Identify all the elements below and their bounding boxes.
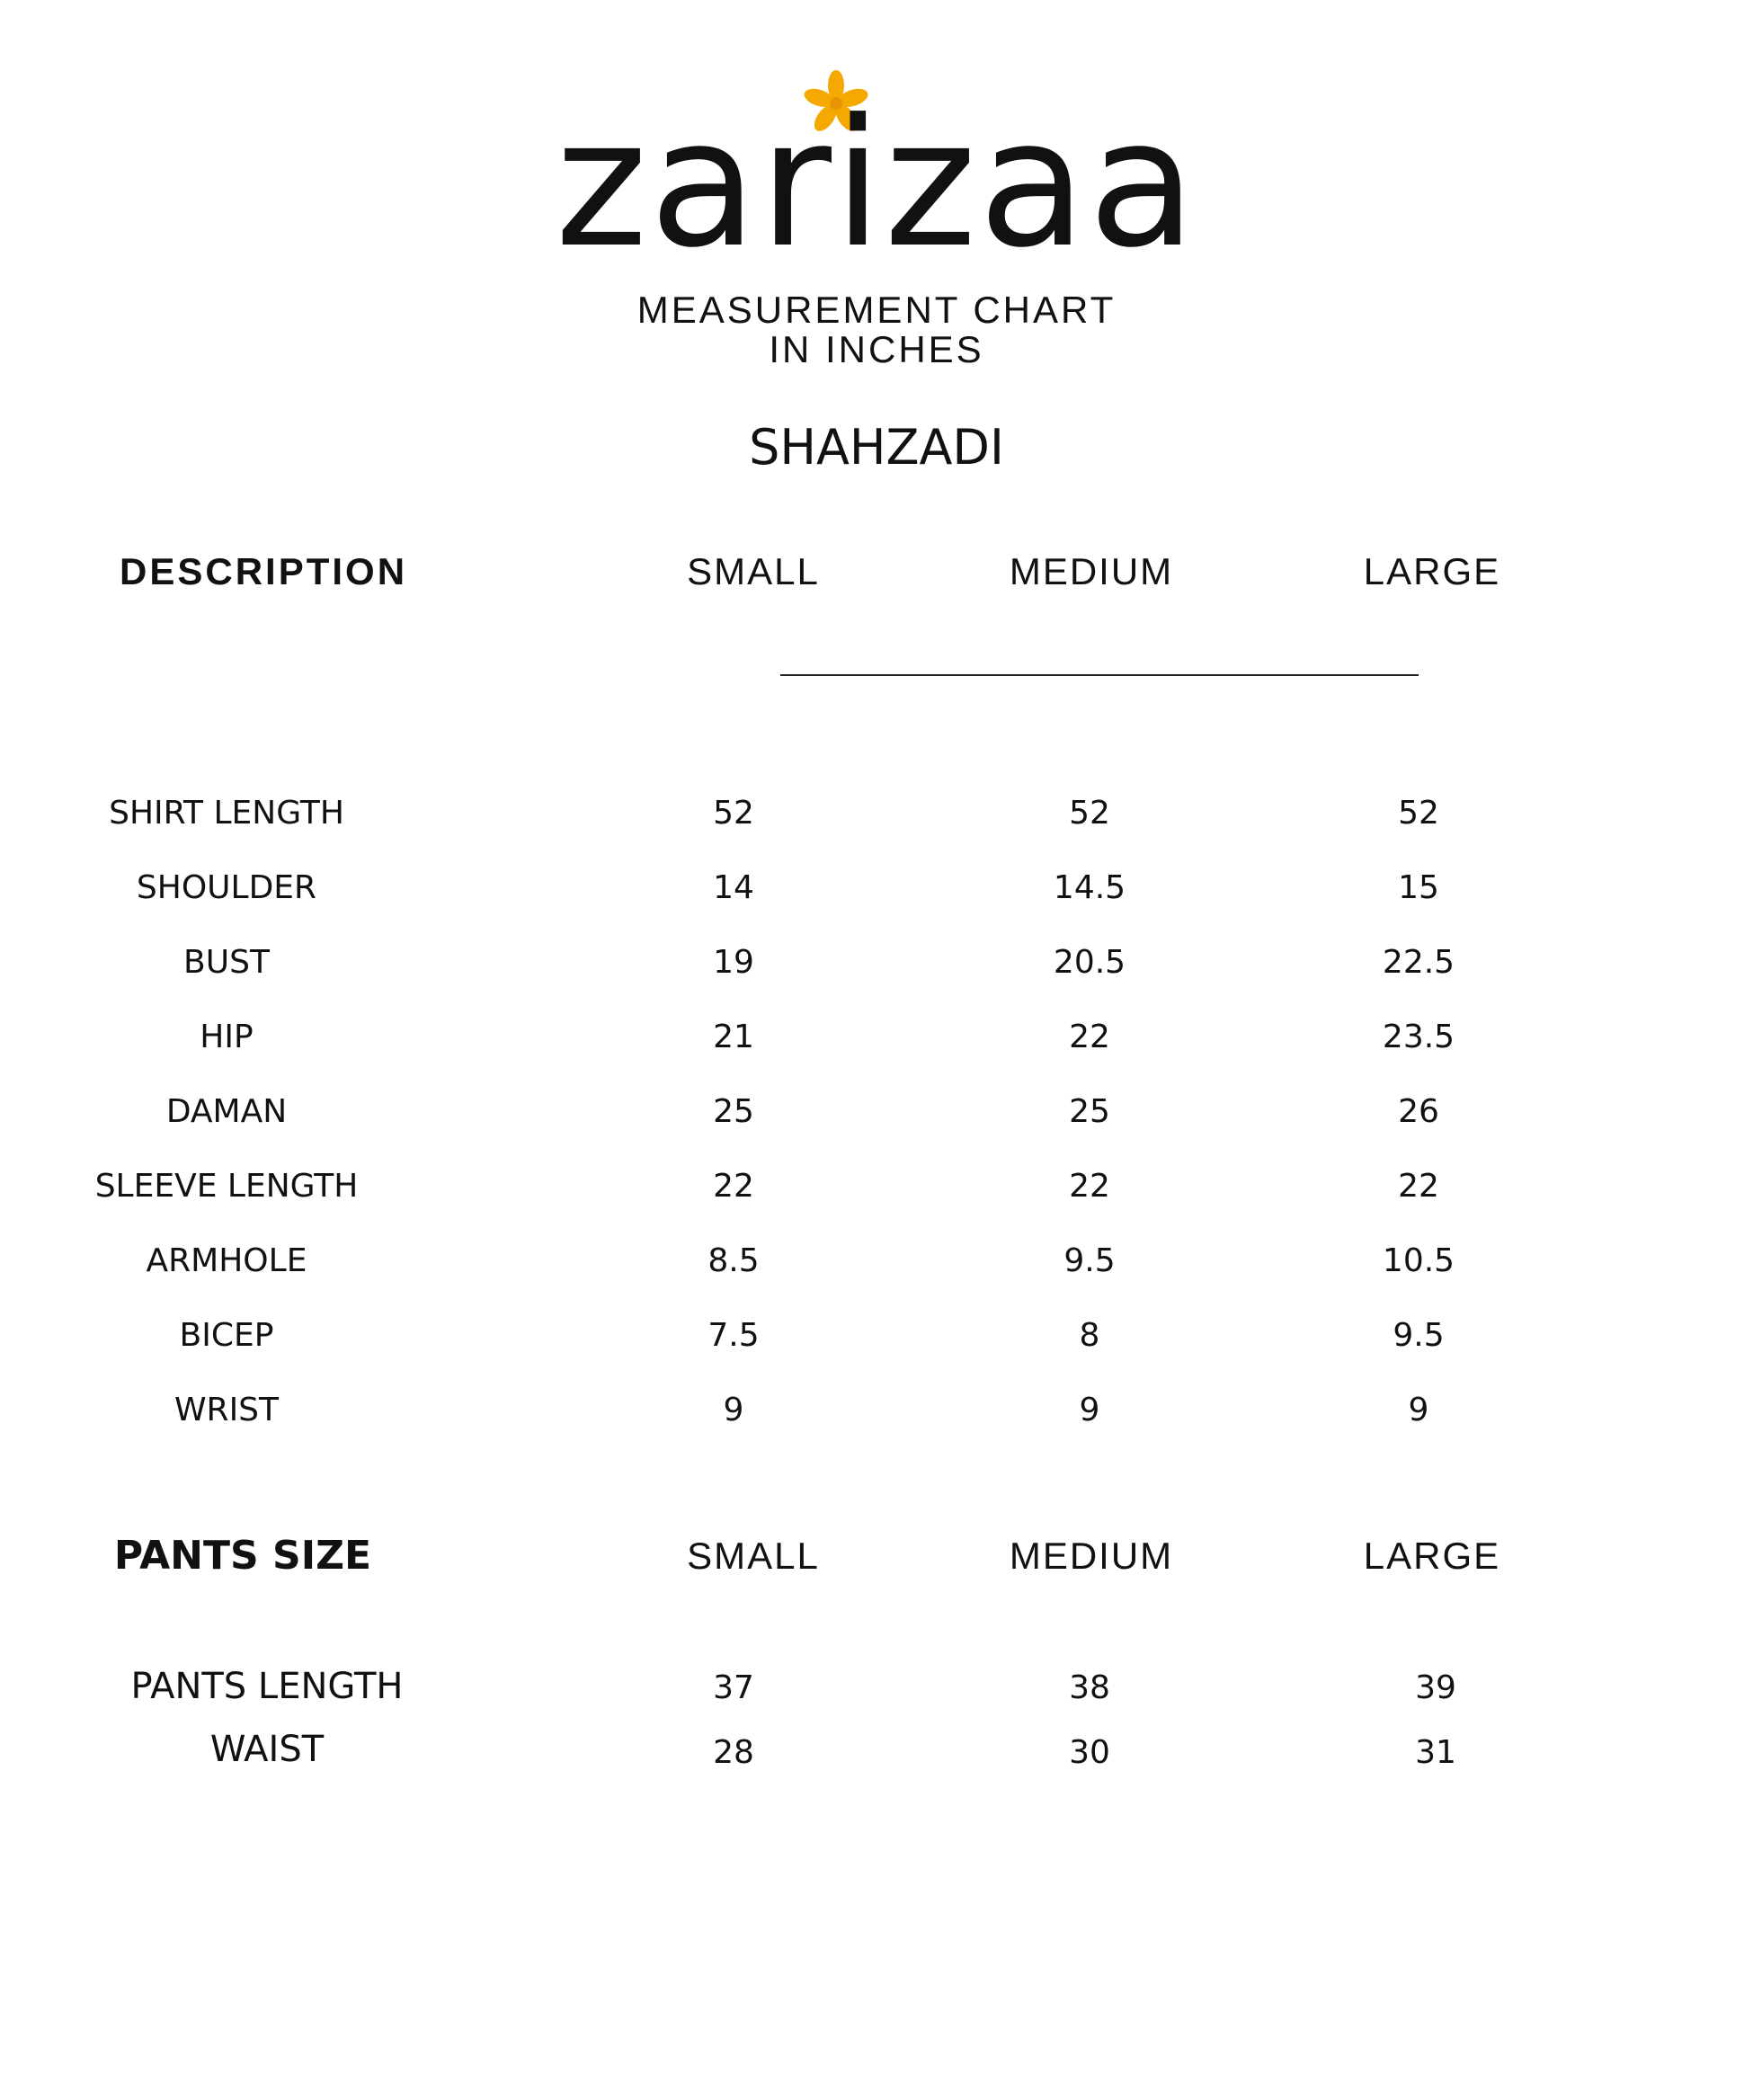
- value-small: 52: [713, 795, 754, 832]
- row-label: SLEEVE LENGTH: [94, 1168, 359, 1205]
- row-label: BUST: [183, 944, 270, 981]
- row-label: WAIST: [209, 1729, 325, 1770]
- value-medium: 25: [1069, 1093, 1110, 1130]
- row-label: DAMAN: [165, 1093, 288, 1130]
- header-medium: MEDIUM: [1009, 1535, 1174, 1577]
- value-medium: 52: [1069, 795, 1110, 832]
- value-small: 28: [713, 1734, 754, 1771]
- value-small: 14: [713, 869, 754, 906]
- value-small: 9: [723, 1392, 744, 1428]
- header-description: DESCRIPTION: [120, 550, 408, 592]
- value-large: 22: [1398, 1168, 1439, 1205]
- value-medium: 14.5: [1053, 869, 1126, 906]
- brand-logo-text: zarizaa: [555, 82, 1198, 287]
- header-pants-size: PANTS SIZE: [113, 1533, 372, 1579]
- row-label: SHOULDER: [136, 869, 317, 906]
- header-large: LARGE: [1363, 1535, 1501, 1577]
- value-small: 22: [713, 1168, 754, 1205]
- header-divider: [780, 674, 1419, 676]
- value-small: 7.5: [707, 1317, 760, 1354]
- row-label: PANTS LENGTH: [130, 1666, 404, 1707]
- value-large: 23.5: [1382, 1019, 1455, 1055]
- value-large: 52: [1398, 795, 1439, 832]
- row-label: ARMHOLE: [146, 1242, 307, 1279]
- header-small: SMALL: [687, 1535, 820, 1577]
- value-medium: 8: [1079, 1317, 1100, 1354]
- value-medium: 30: [1069, 1734, 1110, 1771]
- value-small: 21: [713, 1019, 754, 1055]
- header-large: LARGE: [1363, 550, 1501, 592]
- value-large: 9: [1408, 1392, 1429, 1428]
- header-small: SMALL: [687, 550, 820, 592]
- value-large: 22.5: [1382, 944, 1455, 981]
- style-name: SHAHZADI: [749, 419, 1004, 476]
- row-label: WRIST: [174, 1392, 280, 1428]
- chart-units: IN INCHES: [769, 328, 984, 370]
- value-large: 39: [1415, 1669, 1456, 1706]
- row-label: SHIRT LENGTH: [109, 795, 344, 832]
- value-medium: 9: [1079, 1392, 1100, 1428]
- value-medium: 22: [1069, 1019, 1110, 1055]
- row-label: BICEP: [179, 1317, 274, 1354]
- value-small: 25: [713, 1093, 754, 1130]
- value-large: 15: [1398, 869, 1439, 906]
- value-medium: 38: [1069, 1669, 1110, 1706]
- value-small: 19: [713, 944, 754, 981]
- value-small: 37: [713, 1669, 754, 1706]
- value-small: 8.5: [707, 1242, 760, 1279]
- row-label: HIP: [200, 1019, 254, 1055]
- value-large: 26: [1398, 1093, 1439, 1130]
- header-medium: MEDIUM: [1009, 550, 1174, 592]
- value-large: 10.5: [1382, 1242, 1455, 1279]
- value-medium: 20.5: [1053, 944, 1126, 981]
- chart-subtitle: MEASUREMENT CHART: [636, 289, 1117, 331]
- value-large: 31: [1415, 1734, 1456, 1771]
- value-medium: 22: [1069, 1168, 1110, 1205]
- value-large: 9.5: [1393, 1317, 1445, 1354]
- value-medium: 9.5: [1063, 1242, 1116, 1279]
